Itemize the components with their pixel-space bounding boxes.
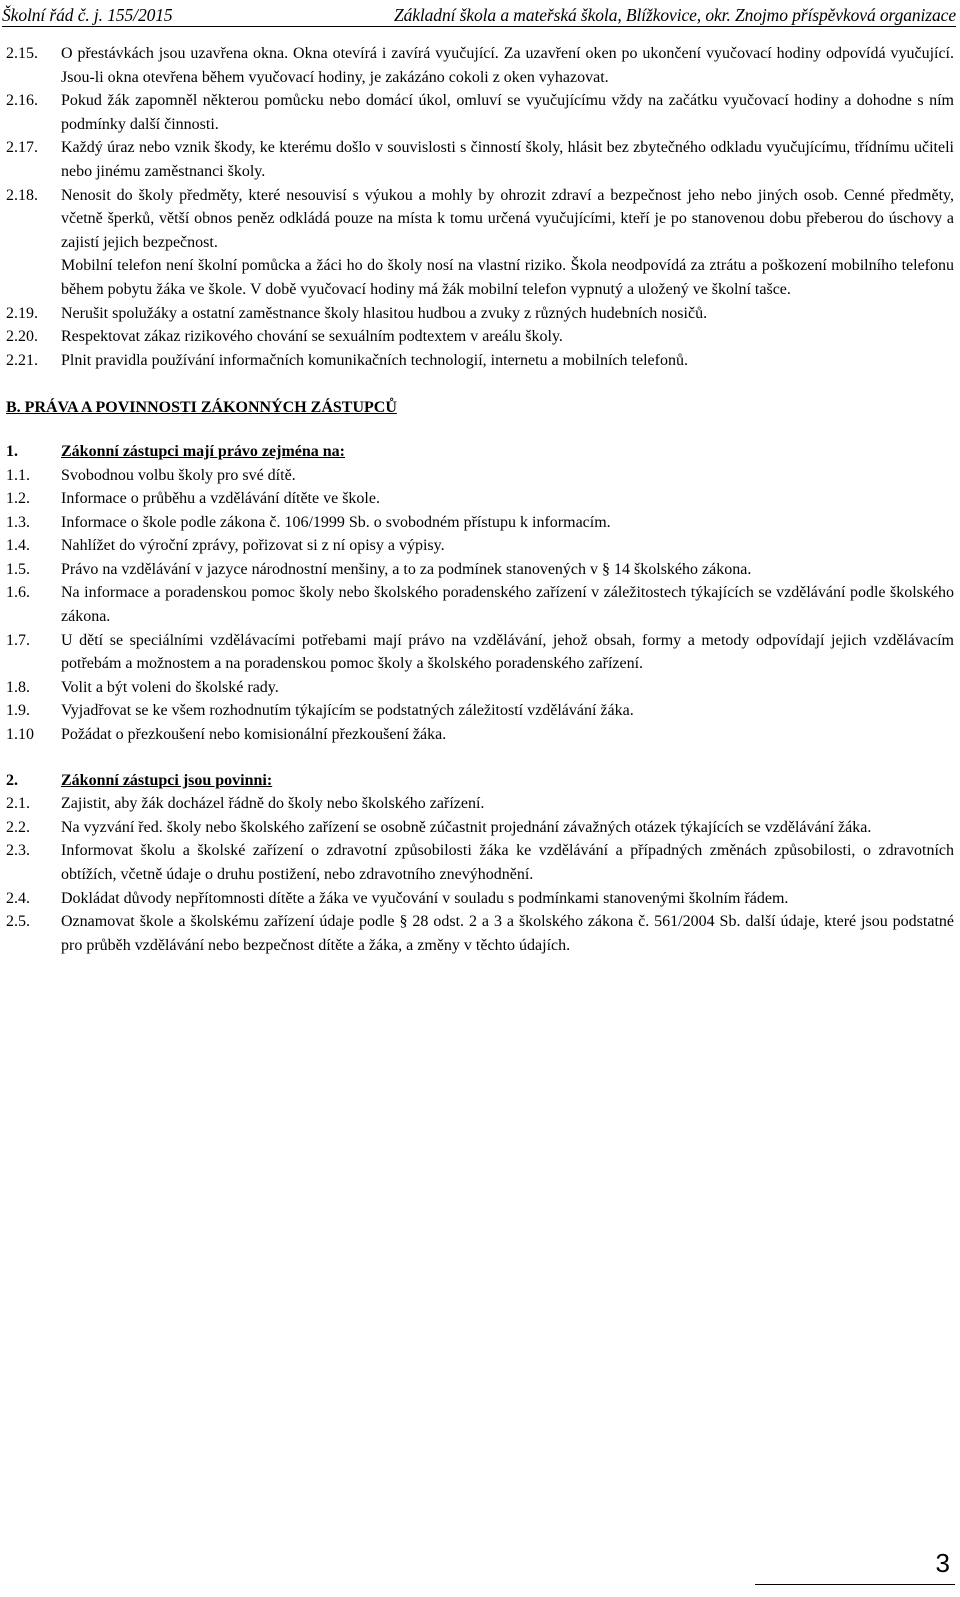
- rule-item-text: [61, 302, 954, 326]
- right-item-paragraph: Informace o škole podle zákona č. 106/1999 Sb. o svobodném přístupu k informacím.: [61, 513, 611, 531]
- page-number-rule: [755, 1584, 955, 1585]
- right-item: [6, 534, 954, 558]
- right-item-text: [61, 699, 954, 723]
- rule-item: [6, 325, 954, 349]
- section-b-title: B. PRÁVA A POVINNOSTI ZÁKONNÝCH ZÁSTUPCŮ: [6, 399, 397, 417]
- right-item-number: 1.9.: [6, 702, 30, 720]
- right-item-paragraph: Svobodnou volbu školy pro své dítě.: [61, 466, 296, 484]
- rule-item-text: [61, 136, 954, 183]
- duty-item-text: [61, 792, 954, 816]
- right-item-text: [61, 676, 954, 700]
- right-item: [6, 699, 954, 723]
- header-school-name: Základní škola a mateřská škola, Blížkovice, okr. Znojmo příspěvková organizace: [393, 5, 956, 25]
- right-item-number: 1.7.: [6, 631, 30, 649]
- duty-item-paragraph: Zajistit, aby žák docházel řádně do školy nebo školského zařízení.: [61, 795, 485, 813]
- spacer: [6, 747, 954, 769]
- right-item-text: [61, 487, 954, 511]
- rule-item: [6, 42, 954, 89]
- rule-item: [6, 302, 954, 326]
- rights-heading: [6, 440, 954, 464]
- duties-list: [6, 792, 954, 957]
- rule-item-text: [61, 349, 954, 373]
- section-a-continued: [6, 42, 954, 372]
- rule-item-number: 2.16.: [6, 92, 38, 110]
- right-item-number: 1.10: [6, 726, 34, 744]
- rule-item: [6, 184, 954, 302]
- rule-item-text: [61, 184, 954, 302]
- document-body: [6, 42, 954, 957]
- rule-item-paragraph: Každý úraz nebo vznik škody, ke kterému došlo v souvislosti s činností školy, hlásit bez zbytečného odkladu vyučujícímu, třídnímu učiteli nebo jinému zaměstnanci školy.: [61, 139, 954, 180]
- rule-item-paragraph: Nenosit do školy předměty, které nesouvisí s výukou a mohly by ohrozit zdraví a bezpečnost jeho nebo jiných osob. Cenné předměty, včetně šperků, větší obnos peněz odkládá pouze na místa k tomu určená vyučujícími, kteří je po stanovenou dobu přeberou do úschovy a zajistí jejich bezpečnost.: [61, 186, 954, 251]
- right-item-number: 1.3.: [6, 513, 30, 531]
- duty-item-number: 2.4.: [6, 889, 30, 907]
- right-item: [6, 558, 954, 582]
- page-number: 3: [935, 1548, 950, 1578]
- duty-item-number: 2.1.: [6, 795, 30, 813]
- duty-item-text: [61, 816, 954, 840]
- rule-item-number: 2.21.: [6, 351, 38, 369]
- right-item-paragraph: Požádat o přezkoušení nebo komisionální přezkoušení žáka.: [61, 726, 447, 744]
- right-item-text: [61, 534, 954, 558]
- duty-item-number: 2.3.: [6, 842, 30, 860]
- rights-list: [6, 464, 954, 747]
- right-item-text: [61, 629, 954, 676]
- duty-item-paragraph: Informovat školu a školské zařízení o zdravotní způsobilosti žáka ke vzdělávání a případných změnách způsobilosti, o zdravotních obtížích, včetně údaje o druhu postižení, nebo zdravotního znevýhodnění.: [61, 842, 954, 883]
- rule-item-text: [61, 42, 954, 89]
- right-item-paragraph: U dětí se speciálními vzdělávacími potřebami mají právo na vzdělávání, jehož obsah, formy a metody odpovídají jejich vzdělávacím potřebám a možnostem a na poradenskou pomoc školy a školského poradenského zařízení.: [61, 631, 954, 673]
- rule-item-number: 2.15.: [6, 45, 38, 62]
- rule-item-paragraph: Mobilní telefon není školní pomůcka a žáci ho do školy nosí na vlastní riziko. Škola neodpovídá za ztrátu a poškození mobilního telefonu během pobytu žáka ve škole. V době vyučovací hodiny má žák mobilní telefon vypnutý a uložený ve školní tašce.: [61, 257, 954, 298]
- right-item-number: 1.5.: [6, 560, 30, 578]
- duty-item-text: [61, 910, 954, 957]
- rule-item-number: 2.19.: [6, 304, 38, 322]
- rule-item: [6, 136, 954, 183]
- rule-item-text: [61, 325, 954, 349]
- right-item-paragraph: Volit a být voleni do školské rady.: [61, 678, 279, 696]
- duties-heading: [6, 769, 954, 793]
- right-item-paragraph: Právo na vzdělávání v jazyce národnostní menšiny, a to za podmínek stanovených v § 14 školského zákona.: [61, 560, 752, 578]
- right-item-paragraph: Na informace a poradenskou pomoc školy nebo školského poradenského zařízení v záležitostech týkajících se vzdělávání podle školského zákona.: [61, 584, 954, 626]
- right-item-number: 1.8.: [6, 678, 30, 696]
- right-item: [6, 676, 954, 700]
- duties-heading-number: 2.: [6, 771, 18, 789]
- rule-item: [6, 89, 954, 136]
- right-item-paragraph: Informace o průběhu a vzdělávání dítěte ve škole.: [61, 490, 380, 508]
- right-item-number: 1.6.: [6, 584, 30, 602]
- right-item: [6, 511, 954, 535]
- rule-item-paragraph: Respektovat zákaz rizikového chování se sexuálním podtextem v areálu školy.: [61, 328, 563, 346]
- right-item: [6, 629, 954, 676]
- duty-item-number: 2.5.: [6, 913, 30, 931]
- header-document-ref: Školní řád č. j. 155/2015: [2, 5, 173, 25]
- rule-item-paragraph: Pokud žák zapomněl některou pomůcku nebo domácí úkol, omluví se vyučujícímu vždy na začátku vyučovací hodiny a dohodne s ním podmínky další činnosti.: [61, 92, 954, 133]
- duty-item: [6, 792, 954, 816]
- right-item: [6, 723, 954, 747]
- right-item: [6, 464, 954, 488]
- page-header: [2, 4, 956, 27]
- rights-heading-text: Zákonní zástupci mají právo zejména na:: [61, 442, 345, 460]
- rights-heading-number: 1.: [6, 442, 18, 460]
- duty-item: [6, 910, 954, 957]
- right-item: [6, 581, 954, 628]
- duty-item-text: [61, 839, 954, 886]
- duty-item: [6, 839, 954, 886]
- rule-item-paragraph: Plnit pravidla používání informačních komunikačních technologií, internetu a mobilních telefonů.: [61, 351, 688, 369]
- duty-item-paragraph: Na vyzvání řed. školy nebo školského zařízení se osobně zúčastnit projednání závažných otázek týkajících se vzdělávání žáka.: [61, 818, 872, 836]
- right-item: [6, 487, 954, 511]
- duty-item-paragraph: Dokládat důvody nepřítomnosti dítěte a žáka ve vyučování v souladu s podmínkami stanovenými školním řádem.: [61, 889, 789, 907]
- right-item-text: [61, 558, 954, 582]
- duty-item: [6, 816, 954, 840]
- duty-item-text: [61, 887, 954, 911]
- right-item-number: 1.4.: [6, 537, 30, 555]
- right-item-number: 1.1.: [6, 466, 30, 484]
- rule-item-number: 2.17.: [6, 139, 38, 157]
- right-item-text: [61, 511, 954, 535]
- right-item-text: [61, 464, 954, 488]
- duty-item-paragraph: Oznamovat škole a školskému zařízení údaje podle § 28 odst. 2 a 3 a školského zákona č. 561/2004 Sb. další údaje, které jsou podstatné pro průběh vzdělávání nebo bezpečnost dítěte a žáka, a změny v těchto údajích.: [61, 913, 954, 954]
- duty-item-number: 2.2.: [6, 818, 30, 836]
- right-item-paragraph: Nahlížet do výroční zprávy, pořizovat si z ní opisy a výpisy.: [61, 537, 445, 555]
- duties-heading-text: Zákonní zástupci jsou povinni:: [61, 771, 273, 789]
- right-item-number: 1.2.: [6, 490, 30, 508]
- rule-item-paragraph: O přestávkách jsou uzavřena okna. Okna otevírá i zavírá vyučující. Za uzavření oken po ukončení vyučovací hodiny odpovídá vyučující. Jsou-li okna otevřena během vyučovací hodiny, je zakázáno cokoli z oken vyhazovat.: [61, 45, 954, 86]
- rule-item-number: 2.20.: [6, 328, 38, 346]
- rule-item-text: [61, 89, 954, 136]
- right-item-text: [61, 723, 954, 747]
- rule-item-paragraph: Nerušit spolužáky a ostatní zaměstnance školy hlasitou hudbou a zvuky z různých hudebních nosičů.: [61, 304, 708, 322]
- right-item-text: [61, 581, 954, 628]
- rule-item: [6, 349, 954, 373]
- rule-item-number: 2.18.: [6, 186, 38, 204]
- duty-item: [6, 887, 954, 911]
- right-item-paragraph: Vyjadřovat se ke všem rozhodnutím týkajícím se podstatných záležitostí vzdělávání žáka.: [61, 702, 634, 720]
